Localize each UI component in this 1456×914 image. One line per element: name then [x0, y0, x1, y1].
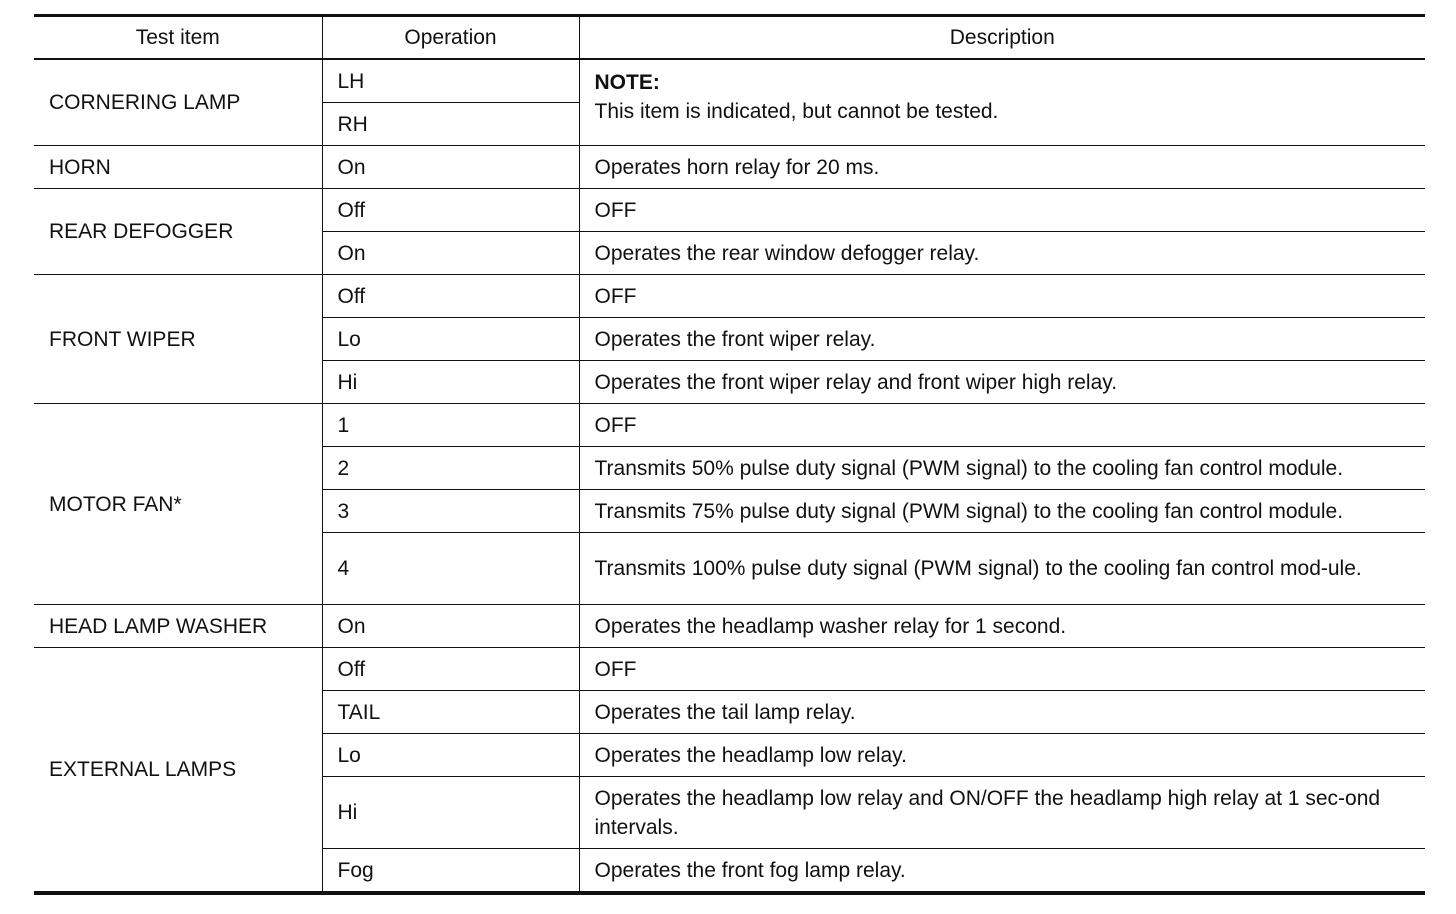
test-item-cell: EXTERNAL LAMPS: [34, 648, 322, 894]
table-row: [34, 59, 1425, 103]
test-item-cell: FRONT WIPER: [34, 275, 322, 404]
description-cell: OFF: [579, 275, 1425, 318]
description-cell: Transmits 75% pulse duty signal (PWM signal) to the cooling fan control module.: [579, 490, 1425, 533]
header-description: Description: [579, 16, 1425, 60]
table-header-row: [34, 16, 1425, 60]
note-text: This item is indicated, but cannot be tested.: [594, 100, 999, 123]
description-cell: Operates the rear window defogger relay.: [579, 232, 1425, 275]
table-row: [34, 605, 1425, 648]
table-row: [34, 146, 1425, 189]
operation-cell: LH: [322, 59, 579, 103]
description-cell: Operates the front wiper relay and front wiper high relay.: [579, 361, 1425, 404]
table-row: [34, 404, 1425, 447]
description-cell: Transmits 50% pulse duty signal (PWM signal) to the cooling fan control module.: [579, 447, 1425, 490]
table-row: [34, 189, 1425, 232]
operation-cell: Fog: [322, 849, 579, 894]
operation-cell: Hi: [322, 361, 579, 404]
description-cell: Operates the headlamp washer relay for 1 second.: [579, 605, 1425, 648]
operation-cell: Off: [322, 275, 579, 318]
test-item-cell: REAR DEFOGGER: [34, 189, 322, 275]
operation-cell: 1: [322, 404, 579, 447]
active-test-table: [34, 14, 1425, 895]
operation-cell: On: [322, 146, 579, 189]
operation-cell: 2: [322, 447, 579, 490]
description-cell: Operates the front fog lamp relay.: [579, 849, 1425, 894]
test-item-cell: CORNERING LAMP: [34, 59, 322, 146]
operation-cell: TAIL: [322, 691, 579, 734]
operation-cell: On: [322, 232, 579, 275]
operation-cell: 3: [322, 490, 579, 533]
operation-cell: 4: [322, 533, 579, 605]
note-cell: [579, 59, 1425, 146]
operation-cell: On: [322, 605, 579, 648]
description-cell: Operates the tail lamp relay.: [579, 691, 1425, 734]
test-item-cell: MOTOR FAN*: [34, 404, 322, 605]
operation-cell: Lo: [322, 318, 579, 361]
description-cell: OFF: [579, 648, 1425, 691]
header-operation: Operation: [322, 16, 579, 60]
test-item-cell: HORN: [34, 146, 322, 189]
test-item-cell: HEAD LAMP WASHER: [34, 605, 322, 648]
description-cell: Operates the headlamp low relay and ON/OFF the headlamp high relay at 1 sec-ond intervals.: [579, 777, 1425, 849]
operation-cell: Off: [322, 189, 579, 232]
operation-cell: Off: [322, 648, 579, 691]
note-title: NOTE:: [594, 71, 660, 94]
header-test-item: Test item: [34, 16, 322, 60]
operation-cell: Lo: [322, 734, 579, 777]
operation-cell: Hi: [322, 777, 579, 849]
description-cell: Transmits 100% pulse duty signal (PWM signal) to the cooling fan control mod-ule.: [579, 533, 1425, 605]
description-cell: OFF: [579, 189, 1425, 232]
description-cell: Operates the headlamp low relay.: [579, 734, 1425, 777]
table-row: [34, 275, 1425, 318]
description-cell: Operates horn relay for 20 ms.: [579, 146, 1425, 189]
table-row: [34, 648, 1425, 691]
description-cell: OFF: [579, 404, 1425, 447]
document-page: [34, 14, 1425, 895]
operation-cell: RH: [322, 103, 579, 146]
description-cell: Operates the front wiper relay.: [579, 318, 1425, 361]
